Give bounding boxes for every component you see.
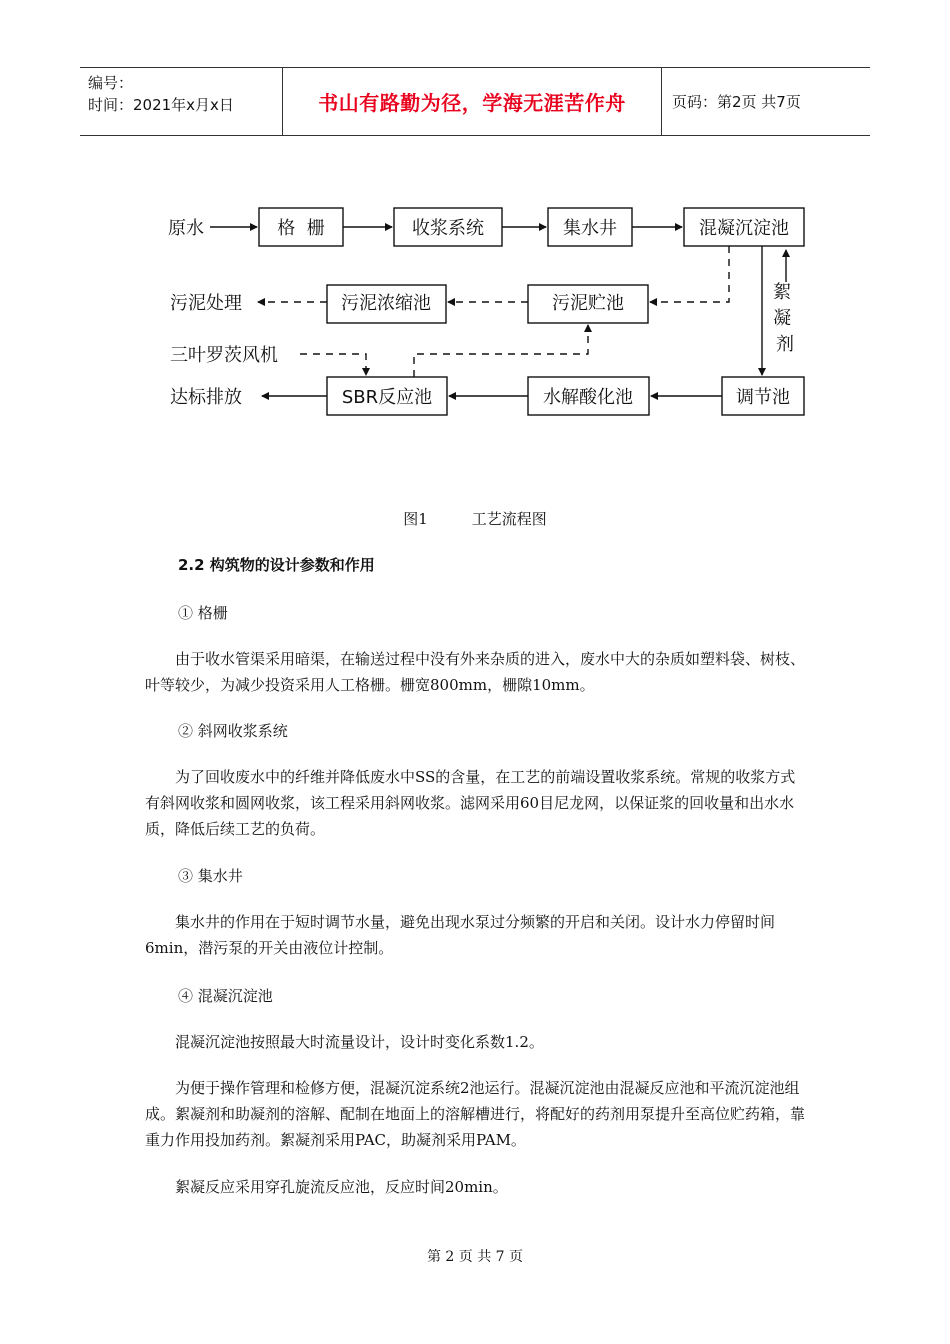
flocculant-char-3: 剂 — [776, 334, 794, 355]
figure-number: 图1 — [403, 510, 428, 528]
header-meta — [80, 68, 282, 135]
item-4-title: ④ 混凝沉淀池 — [178, 987, 273, 1005]
equalization-label: 调节池 — [736, 387, 790, 408]
item-1-paragraph: 由于收水管渠采用暗渠，在输送过程中没有外来杂质的进入，废水中大的杂质如塑料袋、树枝、叶等较少，为减少投资采用人工格栅。栅宽800mm，栅隙10mm。 — [145, 650, 806, 694]
coag-sedimentation-label: 混凝沉淀池 — [699, 218, 789, 239]
section-heading: 2.2 构筑物的设计参数和作用 — [178, 556, 375, 574]
page-footer: 第 2 页 共 7 页 — [426, 1249, 524, 1265]
figure-caption — [0, 508, 950, 529]
air-blower-to-sbr — [300, 354, 366, 375]
doc-number-label: 编号： — [88, 74, 134, 92]
header-motto: 书山有路勤为径，学海无涯苦作舟 — [318, 91, 626, 115]
item-4-paragraph-1: 混凝沉淀池按照最大时流量设计，设计时变化系数1.2。 — [175, 1033, 544, 1051]
hydrolysis-label: 水解酸化池 — [543, 387, 633, 408]
page-header — [80, 67, 870, 136]
sbr-label: SBR反应池 — [341, 387, 433, 408]
sludge-storage-label: 污泥贮池 — [552, 293, 624, 314]
raw-water-label: 原水 — [168, 218, 204, 239]
item-2-paragraph: 为了回收废水中的纤维并降低废水中SS的含量，在工艺的前端设置收浆系统。常规的收浆方式有斜网收浆和圆网收浆，该工程采用斜网收浆。滤网采用60目尼龙网，以保证浆的回收量和出水水质，降低后续工艺的负荷。 — [145, 768, 796, 838]
sludge-coag-to-storage — [650, 246, 729, 302]
collection-well-label: 集水井 — [563, 218, 617, 239]
item-2-title: ② 斜网收浆系统 — [178, 722, 288, 740]
item-1-title: ① 格栅 — [178, 604, 228, 622]
figure-title: 工艺流程图 — [471, 510, 547, 528]
sludge-thickener-label: 污泥浓缩池 — [341, 293, 431, 314]
item-4-paragraph-2: 为便于操作管理和检修方便，混凝沉淀系统2池运行。混凝沉淀池由混凝反应池和平流沉淀池组成。絮凝剂和助凝剂的溶解、配制在地面上的溶解槽进行，将配好的药剂用泵提升至高位贮药箱，靠重力作用投加药剂。絮凝剂采用PAC，助凝剂采用PAM。 — [145, 1079, 806, 1149]
process-flow-diagram — [0, 180, 950, 440]
item-4-paragraph-3: 絮凝反应采用穿孔旋流反应池，反应时间20min。 — [175, 1178, 508, 1196]
header-page-info: 页码：第2页 共7页 — [672, 93, 801, 111]
discharge-label: 达标排放 — [170, 387, 242, 408]
item-3-title: ③ 集水井 — [178, 867, 243, 885]
grille-label: 格 栅 — [277, 218, 325, 239]
flocculant-label — [773, 282, 797, 355]
pulp-recovery-label: 收浆系统 — [412, 218, 484, 239]
header-motto-cell — [282, 68, 662, 135]
flocculant-char-1: 絮 — [773, 282, 792, 303]
item-3-paragraph: 集水井的作用在于短时调节水量，避免出现水泵过分频繁的开启和关闭。设计水力停留时间6min，潜污泵的开关由液位计控制。 — [145, 913, 776, 957]
sludge-sbr-to-storage — [414, 325, 588, 377]
blower-label: 三叶罗茨风机 — [170, 345, 278, 366]
sludge-disposal-label: 污泥处理 — [170, 293, 242, 314]
doc-time-label: 时间：2021年x月x日 — [88, 96, 234, 114]
flocculant-char-2: 凝 — [773, 308, 792, 329]
